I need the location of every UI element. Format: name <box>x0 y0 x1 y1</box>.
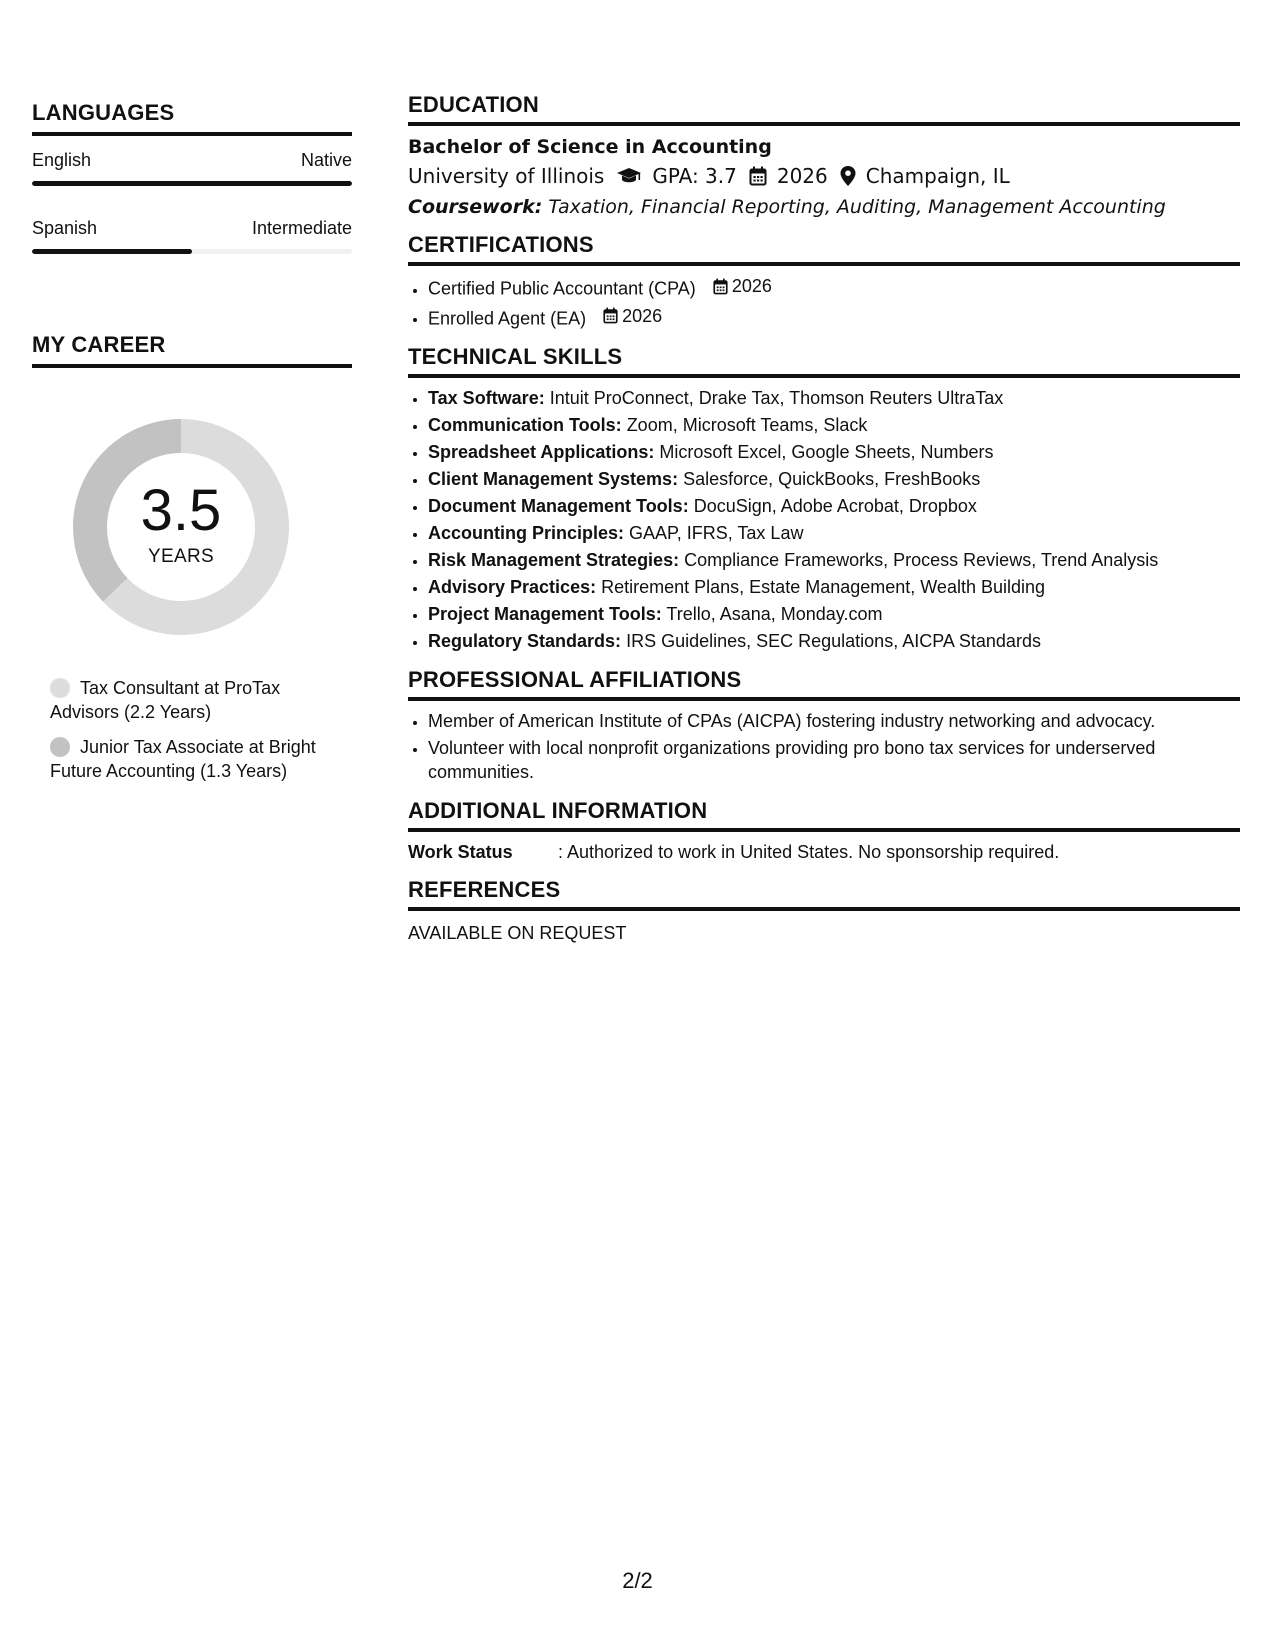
skill-category: Spreadsheet Applications: <box>428 442 655 462</box>
skill-category: Tax Software: <box>428 388 545 408</box>
skill-values: Trello, Asana, Monday.com <box>666 604 883 624</box>
work-status-row <box>408 842 1240 863</box>
graduation-cap-icon <box>616 167 642 185</box>
language-name: Spanish <box>32 218 98 238</box>
skill-item <box>428 629 1240 653</box>
list-item <box>428 304 1240 331</box>
additional-section <box>408 798 1240 863</box>
skill-category: Advisory Practices: <box>428 577 597 597</box>
skill-category: Accounting Principles: <box>428 523 625 543</box>
school-name: University of Illinois <box>408 164 605 188</box>
list-item <box>428 274 1240 301</box>
career-title: MY CAREER <box>32 332 352 368</box>
certification-name: Enrolled Agent (EA) <box>428 308 587 328</box>
skill-item <box>428 413 1240 437</box>
calendar-icon <box>749 166 767 186</box>
skill-category: Document Management Tools: <box>428 496 689 516</box>
skill-category: Project Management Tools: <box>428 604 662 624</box>
work-status-value: : Authorized to work in United States. No sponsorship required. <box>558 842 1060 862</box>
affiliations-title: PROFESSIONAL AFFILIATIONS <box>408 667 1240 701</box>
language-level-bar <box>32 181 352 186</box>
skill-item <box>428 494 1240 518</box>
page-number: 2/2 <box>622 1568 653 1593</box>
left-column <box>32 100 352 794</box>
language-english <box>32 150 352 186</box>
legend-label: Tax Consultant at ProTax Advisors (2.2 Years) <box>50 678 281 722</box>
skill-values: Intuit ProConnect, Drake Tax, Thomson Reuters UltraTax <box>549 388 1004 408</box>
additional-title: ADDITIONAL INFORMATION <box>408 798 1240 832</box>
education-details <box>408 164 1240 188</box>
calendar-icon <box>713 278 728 295</box>
skill-values: DocuSign, Adobe Acrobat, Dropbox <box>693 496 977 516</box>
language-name: English <box>32 150 92 170</box>
certification-name: Certified Public Accountant (CPA) <box>428 278 696 299</box>
skill-category: Regulatory Standards: <box>428 631 622 651</box>
school-location: Champaign, IL <box>865 164 1010 188</box>
language-level: Intermediate <box>251 218 352 238</box>
skill-category: Client Management Systems: <box>428 469 679 489</box>
work-status-label: Work Status <box>408 842 513 862</box>
education-section <box>408 92 1240 218</box>
skill-values: Microsoft Excel, Google Sheets, Numbers <box>659 442 994 462</box>
certification-date <box>603 304 662 328</box>
legend-item <box>50 735 320 783</box>
degree: Bachelor of Science in Accounting <box>408 136 772 158</box>
skill-values: Zoom, Microsoft Teams, Slack <box>626 415 868 435</box>
graduation-year: 2026 <box>776 164 828 188</box>
right-column <box>408 92 1240 958</box>
skill-item <box>428 521 1240 545</box>
career-total-years: 3.5 <box>140 478 222 543</box>
skill-category: Communication Tools: <box>428 415 622 435</box>
calendar-icon <box>603 307 618 324</box>
skill-item <box>428 602 1240 626</box>
career-donut-chart <box>66 412 296 642</box>
language-spanish <box>32 218 352 254</box>
references-text: AVAILABLE ON REQUEST <box>408 923 627 943</box>
affiliations-list <box>408 709 1240 784</box>
skills-title: TECHNICAL SKILLS <box>408 344 1240 378</box>
legend-label: Junior Tax Associate at Bright Future Accounting (1.3 Years) <box>50 737 316 781</box>
list-item: • Member of American Institute of CPAs (AICPA) fostering industry networking and advocacy. <box>428 709 1240 733</box>
gpa: GPA: 3.7 <box>652 164 737 188</box>
skills-section <box>408 344 1240 653</box>
languages-title: LANGUAGES <box>32 100 352 136</box>
skill-values: IRS Guidelines, SEC Regulations, AICPA Standards <box>626 631 1041 651</box>
certification-date <box>713 274 772 298</box>
skill-item <box>428 467 1240 491</box>
career-total-unit: YEARS <box>148 546 214 567</box>
references-section <box>408 877 1240 944</box>
legend-dot <box>50 737 70 757</box>
skill-item <box>428 575 1240 599</box>
education-title: EDUCATION <box>408 92 1240 126</box>
skills-list <box>408 386 1240 653</box>
certification-year: 2026 <box>622 305 663 326</box>
map-pin-icon <box>840 166 856 186</box>
skill-item <box>428 440 1240 464</box>
language-level-fill <box>32 181 352 186</box>
certifications-section <box>408 232 1240 330</box>
affiliations-section <box>408 667 1240 784</box>
list-item: • Volunteer with local nonprofit organizations providing pro bono tax services for underserved communities. <box>428 736 1240 784</box>
coursework-list: Taxation, Financial Reporting, Auditing, Management Accounting <box>548 196 1166 218</box>
language-level-bar <box>32 249 352 254</box>
coursework <box>408 196 1240 218</box>
skill-values: Retirement Plans, Estate Management, Wealth Building <box>601 577 1046 597</box>
legend-dot <box>50 678 70 698</box>
coursework-label: Coursework: <box>408 196 543 218</box>
skill-item <box>428 386 1240 410</box>
skill-values: GAAP, IFRS, Tax Law <box>629 523 804 543</box>
certification-year: 2026 <box>731 276 772 296</box>
language-level-fill <box>32 249 192 254</box>
skill-values: Compliance Frameworks, Process Reviews, Trend Analysis <box>684 550 1159 570</box>
career-legend <box>50 676 320 783</box>
skill-values: Salesforce, QuickBooks, FreshBooks <box>683 469 981 489</box>
certifications-title: CERTIFICATIONS <box>408 232 1240 266</box>
legend-item <box>50 676 320 724</box>
skill-item <box>428 548 1240 572</box>
references-title: REFERENCES <box>408 877 1240 911</box>
donut-center <box>66 412 296 642</box>
certifications-list <box>408 274 1240 330</box>
language-level: Native <box>300 150 352 170</box>
skill-category: Risk Management Strategies: <box>428 550 680 570</box>
